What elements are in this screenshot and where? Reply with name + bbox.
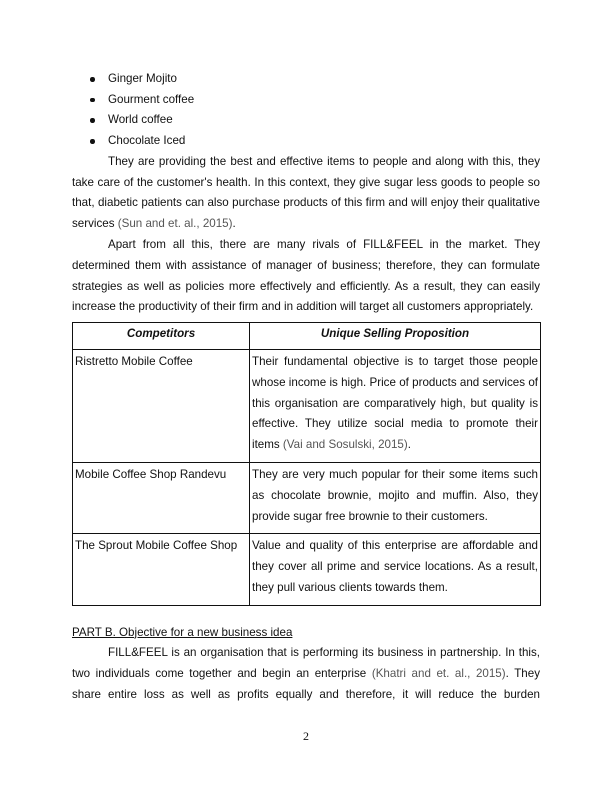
usp-cell bbox=[250, 349, 541, 462]
bullet-list bbox=[72, 69, 540, 152]
citation: (Sun and et. al., 2015) bbox=[117, 217, 233, 231]
paragraph-text: They are providing the best and effective items to people and along with this, they take care of the customer's health. In this context, they give sugar less goods to people so that, diabetic patients can also purchase products of this firm and will enjoy their qualitative services bbox=[72, 154, 540, 231]
paragraph-text: Apart from all this, there are many rivals of FILL&FEEL in the market. They determined them with assistance of manager of business; therefore, they can formulate strategies as well as policies more effectively and efficiently. As a result, they can easily increase the productivity of their firm and in addition will target all customers appropriately. bbox=[72, 237, 540, 314]
list-item: Chocolate Iced bbox=[72, 131, 540, 152]
paragraph-text: . They share entire loss as well as profits equally and therefore, it will reduce the burden bbox=[72, 667, 540, 702]
list-item: World coffee bbox=[72, 110, 540, 131]
section-heading: PART B. Objective for a new business idea bbox=[72, 625, 293, 639]
paragraph bbox=[72, 235, 540, 318]
table-row bbox=[73, 534, 541, 605]
citation: (Vai and Sosulski, 2015) bbox=[282, 438, 408, 452]
table-row bbox=[73, 349, 541, 462]
paragraph bbox=[72, 152, 540, 235]
citation: (Khatri and et. al., 2015) bbox=[371, 667, 506, 681]
paragraph-text: FILL&FEEL is an organisation that is performing its business in partnership. In this, two individuals come together and begin an enterprise bbox=[72, 646, 540, 681]
competitors-table bbox=[72, 322, 541, 606]
competitor-cell: Mobile Coffee Shop Randevu bbox=[73, 462, 250, 533]
usp-cell: Value and quality of this enterprise are affordable and they cover all prime and service locations. As a result, they pull various clients towards them. bbox=[250, 534, 541, 605]
usp-text: . bbox=[407, 438, 411, 452]
document-body bbox=[72, 69, 540, 706]
list-item: Gourment coffee bbox=[72, 90, 540, 111]
paragraph-text: . bbox=[232, 217, 236, 231]
column-header: Competitors bbox=[73, 323, 250, 350]
list-item: Ginger Mojito bbox=[72, 69, 540, 90]
page-number: 2 bbox=[303, 729, 309, 743]
column-header: Unique Selling Proposition bbox=[250, 323, 541, 350]
usp-cell: They are very much popular for their some items such as chocolate brownie, mojito and muffin. Also, they provide sugar free brownie to their customers. bbox=[250, 462, 541, 533]
competitor-cell: The Sprout Mobile Coffee Shop bbox=[73, 534, 250, 605]
competitor-cell: Ristretto Mobile Coffee bbox=[73, 349, 250, 462]
table-row bbox=[73, 462, 541, 533]
paragraph bbox=[72, 643, 540, 705]
usp-text: Their fundamental objective is to target those people whose income is high. Price of products and services of this organisation are comparatively high, but quality is effective. They utilize social media to promote their items bbox=[252, 354, 538, 452]
table-header-row bbox=[73, 323, 541, 350]
